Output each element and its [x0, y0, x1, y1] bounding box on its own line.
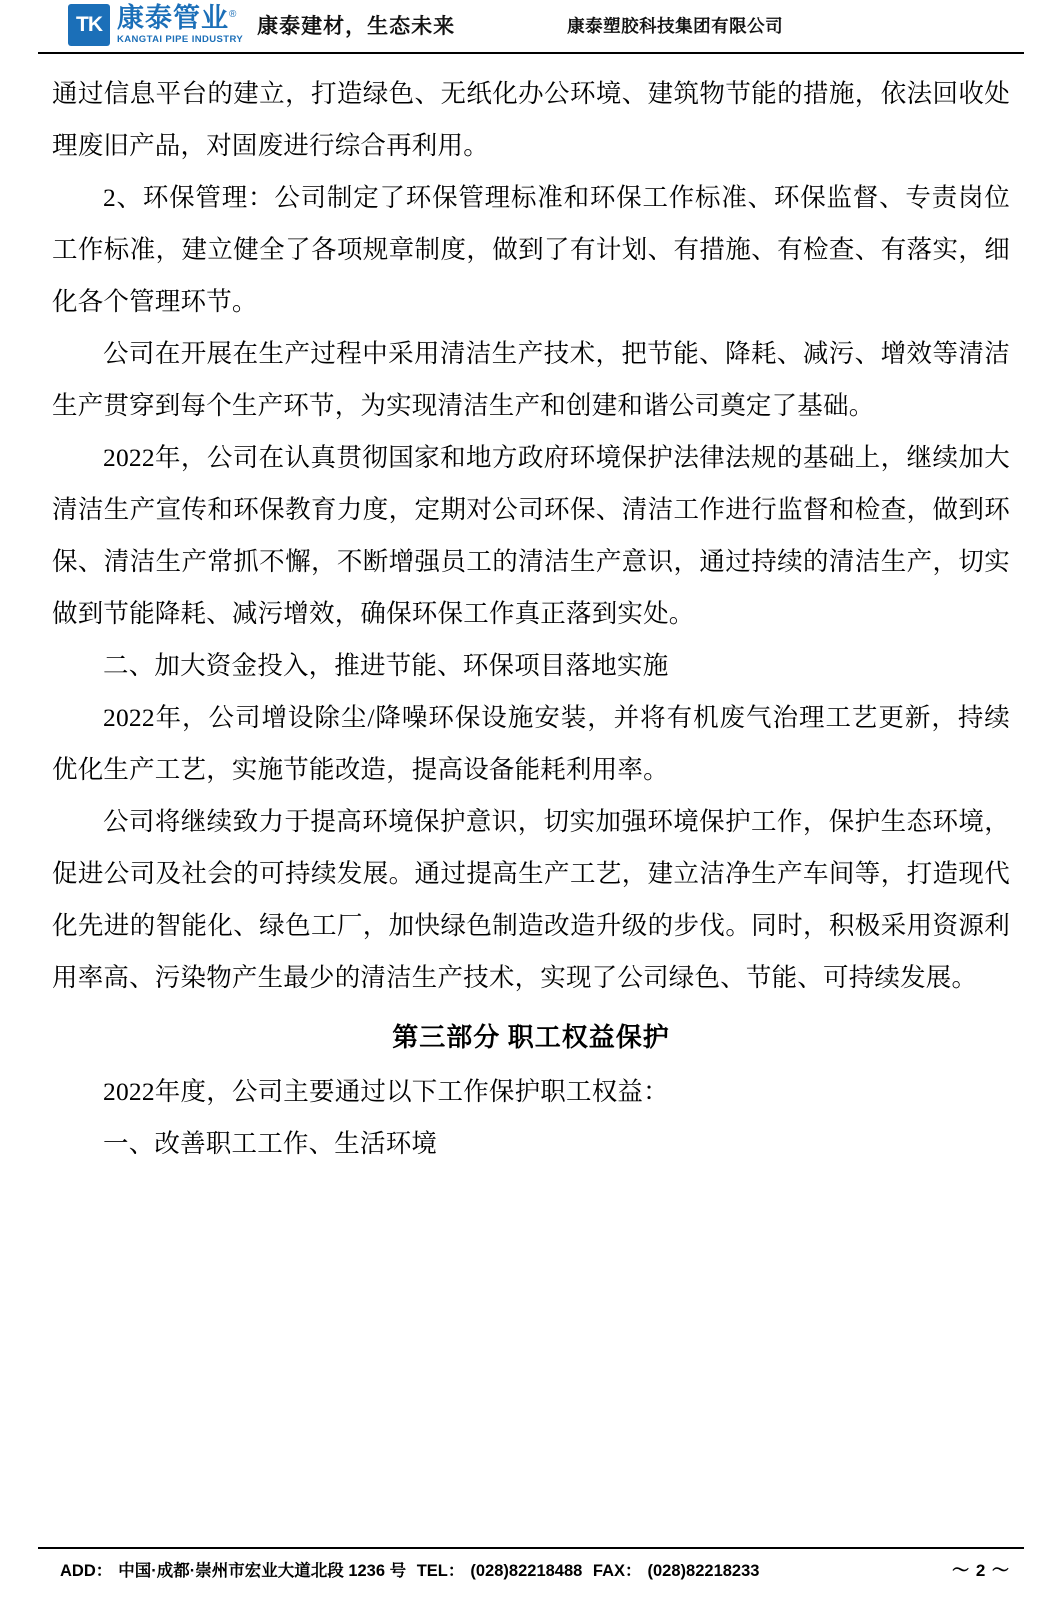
logo-english-name: KANGTAI PIPE INDUSTRY: [117, 34, 244, 46]
address-label: ADD：: [60, 1562, 113, 1580]
logo-text-block: [117, 5, 243, 45]
paragraph: 2022年，公司增设除尘/降噪环保设施安装，并将有机废气治理工艺更新，持续优化生产工艺，实施节能改造，提高设备能耗利用率。: [52, 703, 1010, 784]
paragraph: 通过信息平台的建立，打造绿色、无纸化办公环境、建筑物节能的措施，依法回收处理废旧产品，对固废进行综合再利用。: [52, 79, 1010, 160]
paragraph: 2、环保管理：公司制定了环保管理标准和环保工作标准、环保监督、专责岗位工作标准，建立健全了各项规章制度，做到了有计划、有措施、有检查、有落实，细化各个管理环节。: [52, 183, 1010, 316]
logo-mark-text: TK: [76, 13, 102, 36]
paragraph: 二、加大资金投入，推进节能、环保项目落地实施: [103, 651, 669, 680]
tel-label: TEL：: [416, 1562, 465, 1580]
paragraph: 2022年，公司在认真贯彻国家和地方政府环境保护法律法规的基础上，继续加大清洁生产宣传和环保教育力度，定期对公司环保、清洁工作进行监督和检查，做到环保、清洁生产常抓不懈，不断增强员工的清洁生产意识，通过持续的清洁生产，切实做到节能降耗、减污增效，确保环保工作真正落到实处。: [52, 443, 1010, 628]
fax-value: (028)82218233: [647, 1562, 760, 1580]
footer-divider: [38, 1547, 1024, 1549]
paragraph: 2022年度，公司主要通过以下工作保护职工权益：: [103, 1077, 669, 1106]
address-value: 中国·成都·崇州市宏业大道北段 1236 号: [118, 1562, 407, 1580]
page-number: ～ 2 ～: [952, 1561, 1010, 1580]
registered-trademark-icon: ®: [229, 9, 238, 21]
document-content: [30, 54, 1032, 1170]
logo-mark-icon: [68, 4, 110, 46]
footer-contact-info: [60, 1557, 765, 1581]
company-name: 康泰塑胶科技集团有限公司: [567, 15, 784, 36]
fax-label: FAX：: [592, 1562, 642, 1580]
brand-logo: [68, 4, 243, 46]
paragraph: 公司在开展在生产过程中采用清洁生产技术，把节能、降耗、减污、增效等清洁生产贯穿到每个生产环节，为实现清洁生产和创建和谐公司奠定了基础。: [52, 339, 1010, 420]
paragraph: 一、改善职工工作、生活环境: [103, 1129, 438, 1158]
tel-value: (028)82218488: [470, 1562, 583, 1580]
page-header: [30, 0, 1032, 52]
page-footer: [30, 1547, 1032, 1581]
logo-chinese-name: [117, 5, 243, 32]
section-title: 第三部分 职工权益保护: [392, 1023, 670, 1052]
brand-slogan: 康泰建材，生态未来: [257, 15, 456, 38]
footer-content: [30, 1556, 1032, 1581]
logo-chinese-text: 康泰管业: [117, 3, 229, 34]
paragraph: 公司将继续致力于提高环境保护意识，切实加强环境保护工作，保护生态环境，促进公司及社会的可持续发展。通过提高生产工艺，建立洁净生产车间等，打造现代化先进的智能化、绿色工厂，加快绿色制造改造升级的步伐。同时，积极采用资源利用率高、污染物产生最少的清洁生产技术，实现了公司绿色、节能、可持续发展。: [52, 807, 1010, 992]
